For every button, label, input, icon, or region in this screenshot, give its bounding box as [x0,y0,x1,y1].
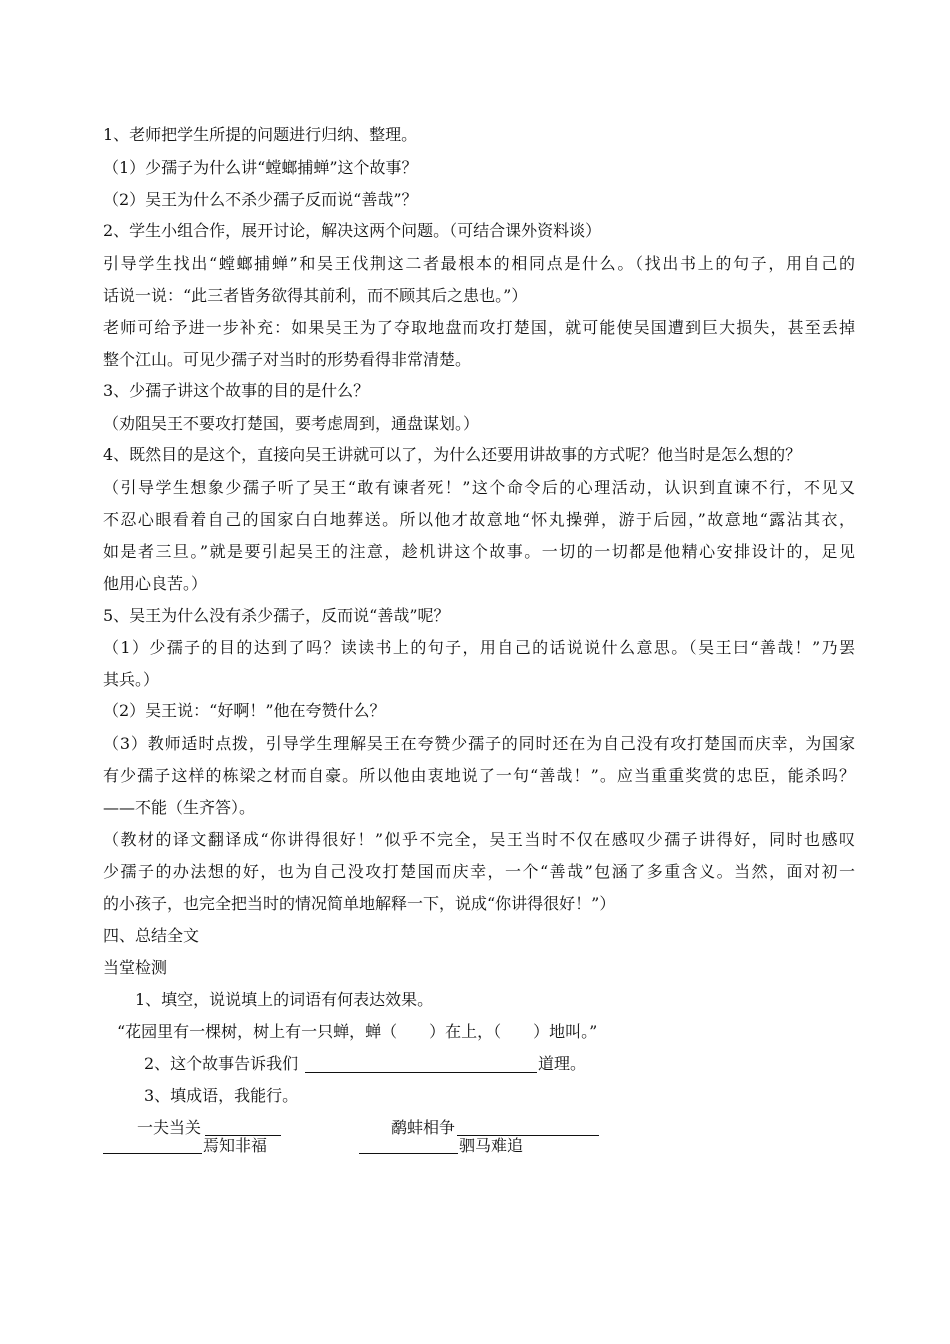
text-line: 如是者三旦。”就是要引起吴王的注意，趁机讲这个故事。一切的一切都是他精心安排设计的，足见 [103,542,855,561]
text-line: 有少孺子这样的栋梁之材而自豪。所以他由衷地说了一句“善哉！”。应当重重奖赏的忠臣，能杀吗？ [103,766,855,785]
section-heading: 当堂检测 [103,958,168,977]
text-line: （2）吴王说：“好啊！”他在夸赞什么？ [103,701,386,720]
text-line: 3、少孺子讲这个故事的目的是什么？ [103,381,370,400]
exercise-question: 2、这个故事告诉我们 [144,1054,299,1073]
text-line: 4、既然目的是这个，直接向吴王讲就可以了，为什么还要用讲故事的方式呢？他当时是怎么想的？ [103,445,802,464]
text-line: （劝阻吴王不要攻打楚国，要考虑周到，通盘谋划。） [103,414,480,433]
text-line: 不忍心眼看着自己的国家白白地葬送。所以他才故意地“怀丸操弹，游于后园，”故意地“露沾其衣， [103,510,855,529]
text-line: ——不能（生齐答）。 [103,798,256,817]
text-line: 话说一说：“此三者皆务欲得其前利，而不顾其后之患也。”） [103,286,528,305]
idiom-label: 驷马难追 [459,1136,524,1155]
text-line: 老师可给予进一步补充：如果吴王为了夺取地盘而攻打楚国，就可能使吴国遭到巨大损失，甚至丢掉 [103,318,855,337]
text-line: 2、学生小组合作，展开讨论，解决这两个问题。（可结合课外资料谈） [103,221,602,240]
idiom-label: 一夫当关 [137,1118,202,1137]
text-line: 1、老师把学生所提的问题进行归纳、整理。 [103,125,418,144]
section-heading: 四、总结全文 [103,926,200,945]
text-line: （1）少孺子为什么讲“螳螂捕蝉”这个故事？ [103,158,418,177]
exercise-question: 1、填空，说说填上的词语有何表达效果。 [135,990,434,1009]
text-line: 5、吴王为什么没有杀少孺子，反而说“善哉”呢？ [103,606,450,625]
fill-blank[interactable] [305,1072,537,1073]
fill-blank[interactable] [103,1153,202,1154]
exercise-text: 道理。 [538,1054,587,1073]
fill-blank[interactable] [359,1153,458,1154]
text-line: （引导学生想象少孺子听了吴王“敢有谏者死！”这个命令后的心理活动，认识到直谏不行，不见又 [103,478,855,497]
exercise-question: 3、填成语，我能行。 [144,1086,299,1105]
text-line: （3）教师适时点拨，引导学生理解吴王在夸赞少孺子的同时还在为自己没有攻打楚国而庆幸，为国家 [103,734,855,753]
text-line: （2）吴王为什么不杀少孺子反而说“善哉”？ [103,190,418,209]
text-line: （教材的译文翻译成“你讲得很好！”似乎不完全，吴王当时不仅在感叹少孺子讲得好，同时也感叹 [103,830,855,849]
idiom-label: 鹬蚌相争 [391,1118,456,1137]
text-line: 少孺子的办法想的好，也为自己没攻打楚国而庆幸，一个“善哉”包涵了多重含义。当然，面对初一 [103,862,855,881]
text-line: （1）少孺子的目的达到了吗？读读书上的句子，用自己的话说说什么意思。（吴王曰“善哉！”乃罢 [103,638,855,657]
text-line: 整个江山。可见少孺子对当时的形势看得非常清楚。 [103,350,472,369]
exercise-sentence: “花园里有一棵树，树上有一只蝉，蝉（ ）在上，（ ）地叫。” [117,1022,598,1041]
idiom-label: 焉知非福 [203,1136,268,1155]
text-line: 引导学生找出“螳螂捕蝉”和吴王伐荆这二者最根本的相同点是什么。（找出书上的句子，用自己的 [103,254,855,273]
text-line: 他用心良苦。） [103,574,208,593]
text-line: 的小孩子，也完全把当时的情况简单地解释一下，说成“你讲得很好！”） [103,894,616,913]
text-line: 其兵。） [103,670,160,689]
